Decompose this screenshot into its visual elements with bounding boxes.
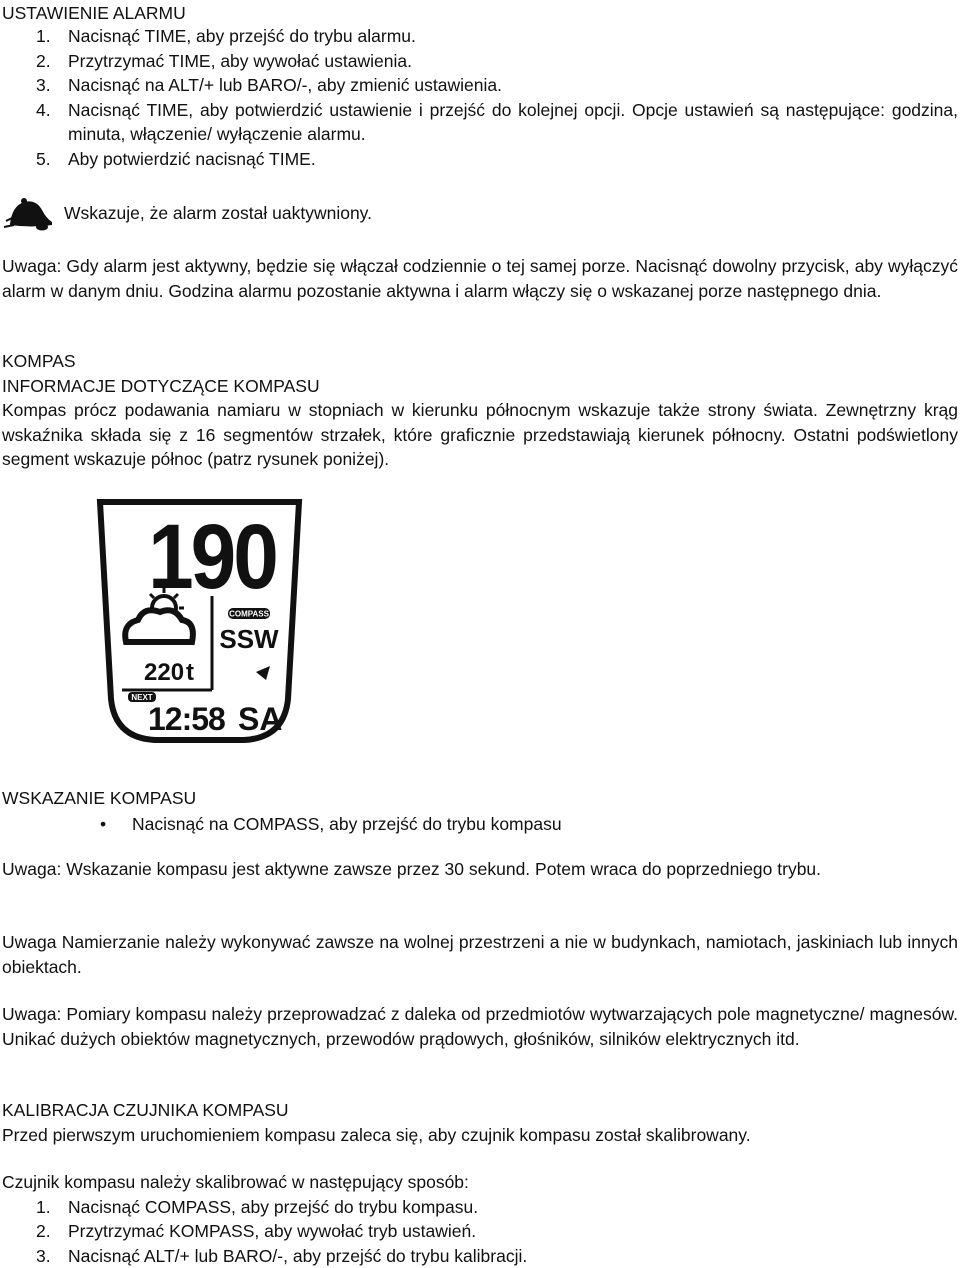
- display-direction: SSW: [219, 624, 279, 654]
- alarm-section-title: USTAWIENIE ALARMU: [2, 1, 186, 26]
- calibration-lead: Czujnik kompasu należy skalibrować w następujący sposób:: [2, 1170, 958, 1195]
- indication-title: WSKAZANIE KOMPASU: [2, 786, 958, 811]
- compass-indication-section: [2, 786, 958, 836]
- display-suffix: SA: [238, 701, 282, 737]
- calibration-section: [2, 1098, 958, 1147]
- list-item: 1. Nacisnąć COMPASS, aby przejść do trybu kompasu.: [2, 1195, 958, 1220]
- alarm-indicator-text: Wskazuje, że alarm został uaktywniony.: [64, 201, 372, 226]
- calibration-steps-block: [2, 1170, 958, 1268]
- calibration-intro: Przed pierwszym uruchomieniem kompasu zaleca się, aby czujnik kompasu został skalibrowany.: [2, 1123, 958, 1148]
- calibration-steps-list: [2, 1195, 958, 1268]
- compass-section-subtitle: INFORMACJE DOTYCZĄCE KOMPASU: [2, 374, 958, 399]
- compass-section-title: KOMPAS: [2, 349, 958, 374]
- bell-icon: [2, 194, 60, 232]
- indication-note-3: Uwaga: Pomiary kompasu należy przeprowadzać z daleka od przedmiotów wytwarzających pole magnetyczne/ magnesów. Unikać dużych obiektów magnetycznych, przewodów prądowych, głośników, silników elektrycznych itd.: [2, 1002, 958, 1051]
- list-item: 3. Nacisnąć ALT/+ lub BARO/-, aby przejść do trybu kalibracji.: [2, 1244, 958, 1268]
- list-item: 2. Przytrzymać KOMPASS, aby wywołać tryb ustawień.: [2, 1219, 958, 1244]
- indication-note-1: Uwaga: Wskazanie kompasu jest aktywne zawsze przez 30 sekund. Potem wraca do poprzedniego trybu.: [2, 857, 958, 882]
- compass-description: Kompas prócz podawania namiaru w stopniach w kierunku północnym wskazuje także strony świata. Zewnętrzny krąg wskaźnika składa się z 16 segmentów strzałek, które graficznie przedstawiają kierunek północny. Ostatni podświetlony segment wskazuje północ (patrz rysunek poniżej).: [2, 398, 958, 472]
- list-item: 5. Aby potwierdzić nacisnąć TIME.: [2, 147, 958, 172]
- alarm-steps-list: [2, 24, 958, 171]
- calibration-title: KALIBRACJA CZUJNIKA KOMPASU: [2, 1098, 958, 1123]
- list-item: 4. Nacisnąć TIME, aby potwierdzić ustawienie i przejść do kolejnej opcji. Opcje ustawień są następujące: godzina, minuta, włączenie/ wyłączenie alarmu.: [2, 98, 958, 147]
- list-item: 2. Przytrzymać TIME, aby wywołać ustawienia.: [2, 49, 958, 74]
- display-altitude: 220: [144, 659, 184, 686]
- display-time: 12:58: [148, 701, 225, 737]
- compass-badge: COMPASS: [229, 610, 270, 619]
- bullet-text: Nacisnąć na COMPASS, aby przejść do trybu kompasu: [132, 812, 562, 837]
- list-item: 3. Nacisnąć na ALT/+ lub BARO/-, aby zmienić ustawienia.: [2, 73, 958, 98]
- compass-info-section: [2, 349, 958, 472]
- alarm-note: Uwaga: Gdy alarm jest aktywny, będzie się włączał codziennie o tej samej porze. Nacisnąć dowolny przycisk, aby wyłączyć alarm w danym dniu. Godzina alarmu pozostanie aktywna i alarm włączy się o wskazanej porze następnego dnia.: [2, 254, 958, 303]
- bullet-dot: •: [2, 812, 132, 837]
- next-badge: NEXT: [131, 693, 152, 702]
- display-heading-digits: 190: [148, 506, 276, 608]
- device-display-illustration: [92, 494, 307, 746]
- list-item: 1. Nacisnąć TIME, aby przejść do trybu alarmu.: [2, 24, 958, 49]
- alarm-indicator-row: [2, 194, 372, 232]
- indication-note-2: Uwaga Namierzanie należy wykonywać zawsze na wolnej przestrzeni a nie w budynkach, namiotach, jaskiniach lub innych obiektach.: [2, 930, 958, 979]
- bullet-item: [2, 812, 958, 837]
- display-altitude-unit: t: [186, 659, 194, 686]
